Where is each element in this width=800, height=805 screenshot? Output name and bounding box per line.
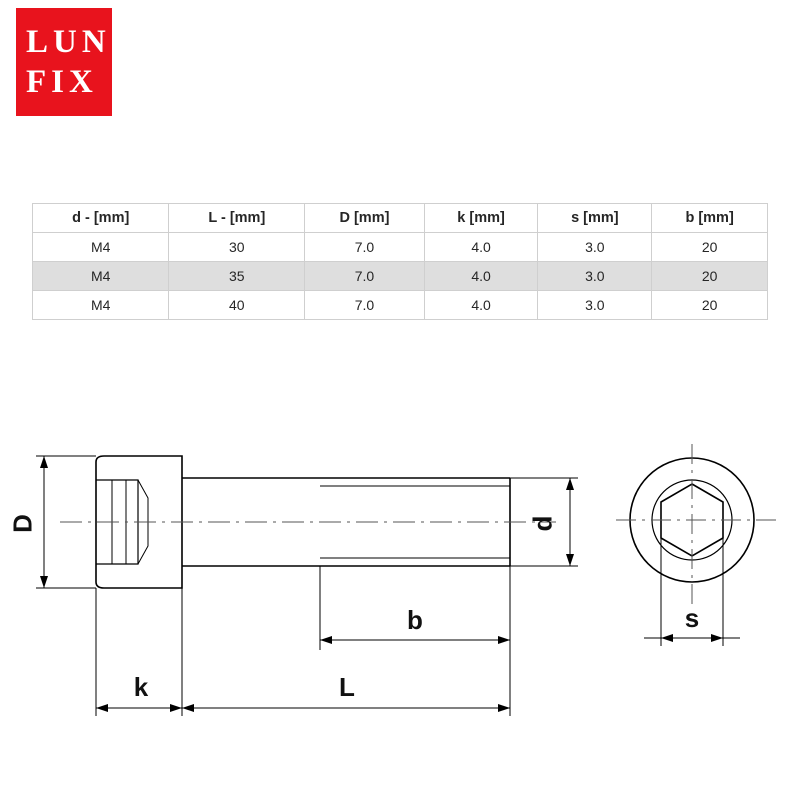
cell-s: 3.0 (538, 233, 652, 262)
cell-b: 20 (652, 262, 768, 291)
logo-line-2: FIX (26, 64, 98, 100)
column-header-d: d - [mm] (33, 204, 169, 233)
arrow-k-left (96, 704, 108, 712)
specification-table (32, 203, 768, 320)
cell-L: 40 (169, 291, 305, 320)
table-row (33, 291, 768, 320)
arrow-s-left (661, 634, 673, 642)
cell-d: M4 (33, 262, 169, 291)
cell-L: 35 (169, 262, 305, 291)
cell-k: 4.0 (424, 233, 538, 262)
column-header-D: D [mm] (305, 204, 424, 233)
arrow-D-bottom (40, 576, 48, 588)
arrow-s-right (711, 634, 723, 642)
cell-d: M4 (33, 291, 169, 320)
label-D: D (7, 514, 38, 533)
cell-d: M4 (33, 233, 169, 262)
cell-k: 4.0 (424, 262, 538, 291)
table-row (33, 233, 768, 262)
column-header-s: s [mm] (538, 204, 652, 233)
label-s: s (684, 603, 700, 633)
cell-s: 3.0 (538, 262, 652, 291)
arrow-L-right (498, 704, 510, 712)
arrow-b-right (498, 636, 510, 644)
column-header-b: b [mm] (652, 204, 768, 233)
table-header-row (33, 204, 768, 233)
arrow-L-left (182, 704, 194, 712)
column-header-L: L - [mm] (169, 204, 305, 233)
cell-L: 30 (169, 233, 305, 262)
cell-D: 7.0 (305, 233, 424, 262)
arrow-d-bottom (566, 554, 574, 566)
cell-b: 20 (652, 291, 768, 320)
cell-s: 3.0 (538, 291, 652, 320)
technical-drawing (0, 420, 800, 800)
cell-k: 4.0 (424, 291, 538, 320)
cell-D: 7.0 (305, 291, 424, 320)
label-d: d (527, 515, 558, 532)
label-L: L (339, 672, 355, 702)
table-row (33, 262, 768, 291)
column-header-k: k [mm] (424, 204, 538, 233)
arrow-d-top (566, 478, 574, 490)
cell-b: 20 (652, 233, 768, 262)
label-k: k (133, 672, 149, 702)
brand-logo (16, 8, 112, 116)
arrow-D-top (40, 456, 48, 468)
cell-D: 7.0 (305, 262, 424, 291)
arrow-b-left (320, 636, 332, 644)
arrow-k-right (170, 704, 182, 712)
logo-line-1: LUN (26, 24, 111, 60)
label-b: b (407, 605, 423, 635)
